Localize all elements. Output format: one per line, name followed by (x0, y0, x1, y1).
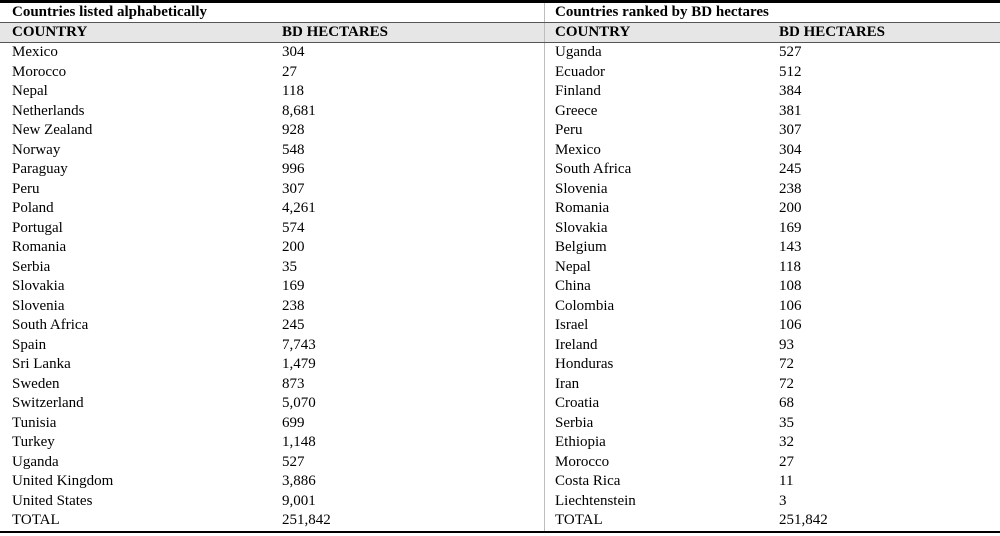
left-country-cell: United States (12, 492, 93, 509)
right-hectares-cell: 512 (779, 63, 802, 80)
left-group-title: Countries listed alphabetically (0, 3, 545, 22)
table-row (0, 375, 1000, 395)
right-country-cell: Ethiopia (555, 434, 606, 450)
left-country-cell: Norway (12, 141, 61, 158)
left-hectares-cell: 118 (270, 82, 545, 102)
right-country-cell: Liechtenstein (555, 492, 636, 509)
right-hectares-cell: 527 (779, 44, 802, 60)
left-country-cell: Sweden (12, 375, 60, 392)
right-country-cell: Romania (555, 200, 610, 216)
right-country-cell: Costa Rica (555, 473, 621, 489)
left-hectares-cell: 699 (270, 414, 545, 434)
left-country-cell: Morocco (12, 63, 67, 80)
table-row (0, 102, 1000, 122)
right-hectares-cell: 93 (779, 336, 794, 353)
right-hectares-cell: 307 (779, 122, 802, 138)
table-row (0, 277, 1000, 297)
right-hectares-cell: 72 (779, 356, 794, 372)
right-country-cell: Greece (555, 102, 598, 119)
left-hectares-cell: 873 (270, 375, 545, 395)
table-row (0, 394, 1000, 414)
left-country-cell: South Africa (12, 317, 89, 333)
right-hectares-cell: 68 (779, 395, 794, 411)
right-hectares-cell: 106 (779, 297, 802, 314)
right-country-header: COUNTRY (555, 24, 631, 40)
left-hectares-cell: 7,743 (270, 336, 545, 356)
table-row (0, 160, 1000, 180)
left-country-cell: Netherlands (12, 102, 85, 119)
left-hectares-cell: 307 (270, 180, 545, 200)
left-hectares-cell: 304 (270, 43, 545, 63)
right-hectares-cell: 35 (779, 414, 794, 431)
left-hectares-cell: 27 (270, 63, 545, 83)
table-row (0, 433, 1000, 453)
group-title-row (0, 3, 1000, 22)
left-hectares-header: BD HECTARES (270, 23, 545, 42)
right-country-cell: China (555, 278, 591, 294)
left-hectares-cell: 1,479 (270, 355, 545, 375)
right-country-cell: Finland (555, 83, 601, 99)
right-country-cell: Ecuador (555, 63, 605, 80)
right-hectares-cell: 200 (779, 200, 802, 216)
right-hectares-cell: 381 (779, 102, 802, 119)
left-hectares-cell: 169 (270, 277, 545, 297)
left-country-header: COUNTRY (12, 24, 88, 40)
left-hectares-cell: 548 (270, 141, 545, 161)
table-row (0, 238, 1000, 258)
table-row (0, 199, 1000, 219)
left-hectares-cell: 3,886 (270, 472, 545, 492)
left-hectares-cell: 35 (270, 258, 545, 278)
left-country-cell: Paraguay (12, 161, 68, 177)
left-hectares-cell: 245 (270, 316, 545, 336)
right-hectares-cell: 384 (779, 83, 802, 99)
column-header-row (0, 22, 1000, 43)
left-country-cell: Peru (12, 180, 40, 197)
right-country-cell: TOTAL (555, 512, 603, 528)
left-country-cell: Poland (12, 200, 54, 216)
right-hectares-cell: 32 (779, 434, 794, 450)
left-hectares-cell: 5,070 (270, 394, 545, 414)
right-hectares-cell: 304 (779, 141, 802, 158)
right-country-cell: Uganda (555, 44, 602, 60)
right-country-cell: Israel (555, 317, 589, 333)
table-row (0, 141, 1000, 161)
left-country-cell: New Zealand (12, 122, 93, 138)
right-hectares-cell: 27 (779, 453, 794, 470)
right-country-cell: Croatia (555, 395, 600, 411)
left-country-cell: Romania (12, 239, 67, 255)
right-hectares-cell: 251,842 (779, 512, 828, 528)
right-country-cell: Nepal (555, 258, 591, 275)
left-country-cell: Serbia (12, 258, 51, 275)
left-country-cell: Switzerland (12, 395, 84, 411)
left-hectares-cell: 928 (270, 121, 545, 141)
right-country-cell: Mexico (555, 141, 601, 158)
right-country-cell: Slovenia (555, 180, 608, 197)
table-row (0, 180, 1000, 200)
left-country-cell: TOTAL (12, 512, 60, 528)
left-country-cell: United Kingdom (12, 473, 114, 489)
right-hectares-cell: 3 (779, 492, 787, 509)
table-row (0, 472, 1000, 492)
right-hectares-cell: 106 (779, 317, 802, 333)
left-hectares-cell: 238 (270, 297, 545, 317)
right-country-cell: Iran (555, 375, 580, 392)
right-country-cell: Peru (555, 122, 583, 138)
left-hectares-cell: 4,261 (270, 199, 545, 219)
table-row (0, 63, 1000, 83)
left-country-cell: Slovenia (12, 297, 65, 314)
left-hectares-cell: 251,842 (270, 511, 545, 531)
right-group-title: Countries ranked by BD hectares (555, 4, 769, 20)
right-country-cell: Colombia (555, 297, 615, 314)
table-row (0, 121, 1000, 141)
right-hectares-cell: 118 (779, 258, 801, 275)
table-row (0, 258, 1000, 278)
table-row (0, 492, 1000, 512)
left-country-cell: Spain (12, 336, 47, 353)
table-row (0, 316, 1000, 336)
right-hectares-cell: 108 (779, 278, 802, 294)
left-country-cell: Tunisia (12, 414, 57, 431)
left-hectares-cell: 8,681 (270, 102, 545, 122)
left-country-cell: Mexico (12, 44, 58, 60)
table-row (0, 336, 1000, 356)
table-row (0, 43, 1000, 63)
left-country-cell: Sri Lanka (12, 356, 71, 372)
table-row (0, 219, 1000, 239)
right-hectares-cell: 238 (779, 180, 802, 197)
left-hectares-cell: 527 (270, 453, 545, 473)
left-hectares-cell: 200 (270, 238, 545, 258)
right-hectares-cell: 245 (779, 161, 802, 177)
right-hectares-cell: 169 (779, 219, 802, 236)
left-hectares-cell: 1,148 (270, 433, 545, 453)
right-country-cell: Honduras (555, 356, 614, 372)
left-country-cell: Slovakia (12, 278, 65, 294)
right-country-cell: Ireland (555, 336, 598, 353)
right-hectares-cell: 72 (779, 375, 794, 392)
right-country-cell: Serbia (555, 414, 594, 431)
left-country-cell: Uganda (12, 453, 59, 470)
table-body (0, 43, 1000, 533)
right-country-cell: South Africa (555, 161, 632, 177)
left-country-cell: Nepal (12, 83, 48, 99)
right-country-cell: Belgium (555, 239, 607, 255)
left-country-cell: Turkey (12, 434, 55, 450)
left-country-cell: Portugal (12, 219, 63, 236)
left-hectares-cell: 996 (270, 160, 545, 180)
right-country-cell: Morocco (555, 453, 610, 470)
table-row (0, 297, 1000, 317)
table-row (0, 82, 1000, 102)
right-hectares-cell: 11 (779, 473, 794, 489)
left-hectares-cell: 9,001 (270, 492, 545, 512)
table-row (0, 453, 1000, 473)
total-row (0, 511, 1000, 533)
right-country-cell: Slovakia (555, 219, 608, 236)
left-hectares-cell: 574 (270, 219, 545, 239)
right-hectares-header: BD HECTARES (779, 24, 885, 40)
table-row (0, 414, 1000, 434)
right-hectares-cell: 143 (779, 239, 802, 255)
table-row (0, 355, 1000, 375)
